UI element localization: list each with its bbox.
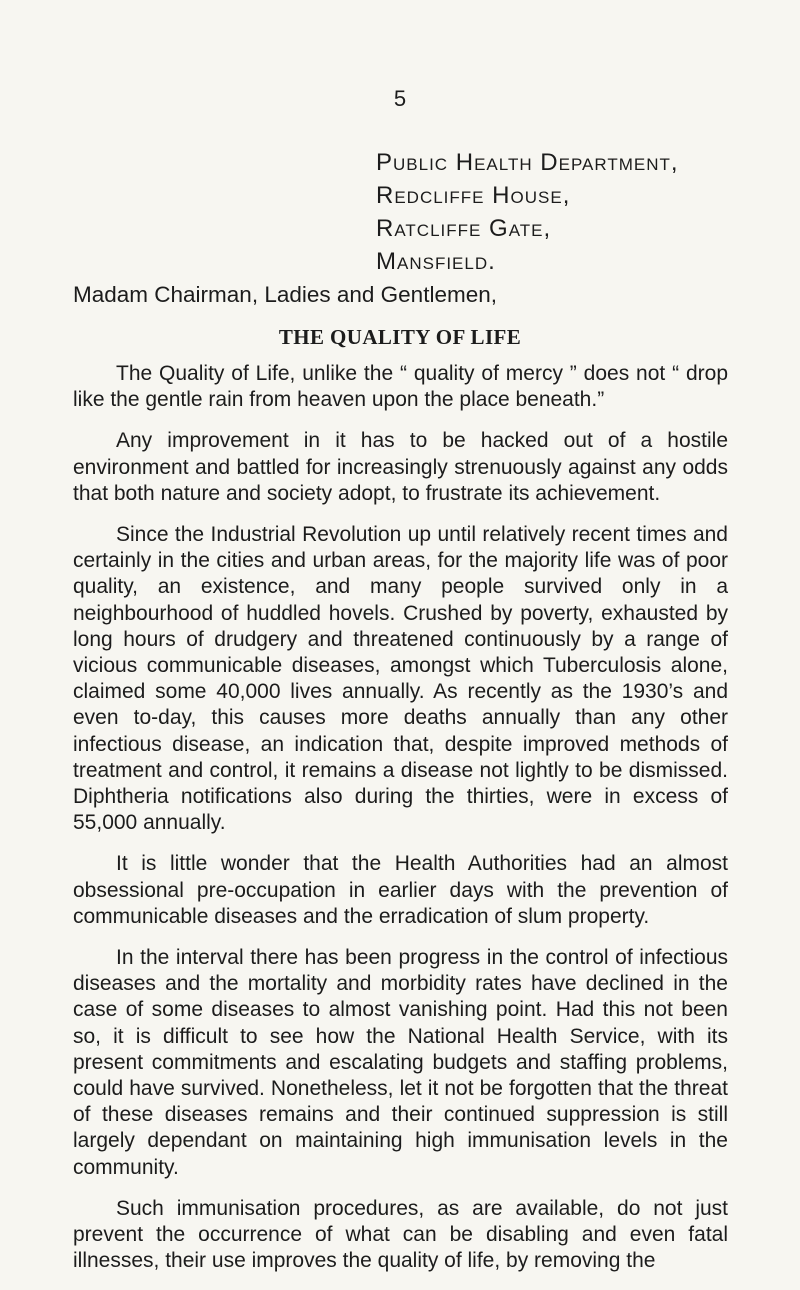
sender-address [376,146,796,278]
paragraph-quality-of-mercy: The Quality of Life, unlike the “ quality of mercy ” does not “ drop like the gentle rain from heaven upon the place beneath.” [73,362,728,412]
salutation: Madam Chairman, Ladies and Gentlemen, [73,282,497,307]
section-heading: THE QUALITY OF LIFE [278,325,522,349]
address-line-town: Mansfield. [376,248,496,275]
address-line-building: Redcliffe House, [376,182,571,209]
address-line-department: Public Health Department, [376,149,679,176]
paragraph-health-authorities: It is little wonder that the Health Authorities had an almost obsessional pre-occupation in earlier days with the prevention of communicable diseases and the erradication of slum property. [73,852,728,928]
paragraph-hostile-environment: Any improvement in it has to be hacked out of a hostile environment and battled for increasingly strenuously against any odds that both nature and society adopt, to frustrate its achievement. [73,429,728,505]
paragraph-industrial-revolution: Since the Industrial Revolution up until relatively recent times and certainly in the cities and urban areas, for the majority life was of poor quality, an existence, and many people survived only in a neighbourhood of huddled hovels. Crushed by poverty, exhausted by long hours of drudgery and threatened continuously by a range of vicious communicable diseases, amongst which Tuberculosis alone, claimed some 40,000 lives annually. As recently as the 1930’s and even to-day, this causes more deaths annually than any other infectious disease, an indication that, despite improved methods of treatment and control, it remains a disease not lightly to be dismissed. Diphtheria notifications also during the thirties, were in excess of 55,000 annually. [73,523,728,835]
page-number: 5 [393,86,407,111]
paragraph-immunisation: Such immunisation procedures, as are available, do not just prevent the occurrence of what can be disabling and even fatal illnesses, their use improves the quality of life, by removing the [73,1196,728,1273]
paragraph-progress-control: In the interval there has been progress in the control of infectious diseases and the mortality and morbidity rates have declined in the case of some diseases to almost vanishing point. Had this not been so, it is difficult to see how the National Health Service, with its present commitments and escalating budgets and staffing problems, could have survived. Nonetheless, let it not be forgotten that the threat of these diseases remains and their continued suppression is still largely dependant on maintaining high immunisation levels in the community. [73,946,728,1179]
address-line-street: Ratcliffe Gate, [376,215,552,242]
body-text [73,361,728,1290]
